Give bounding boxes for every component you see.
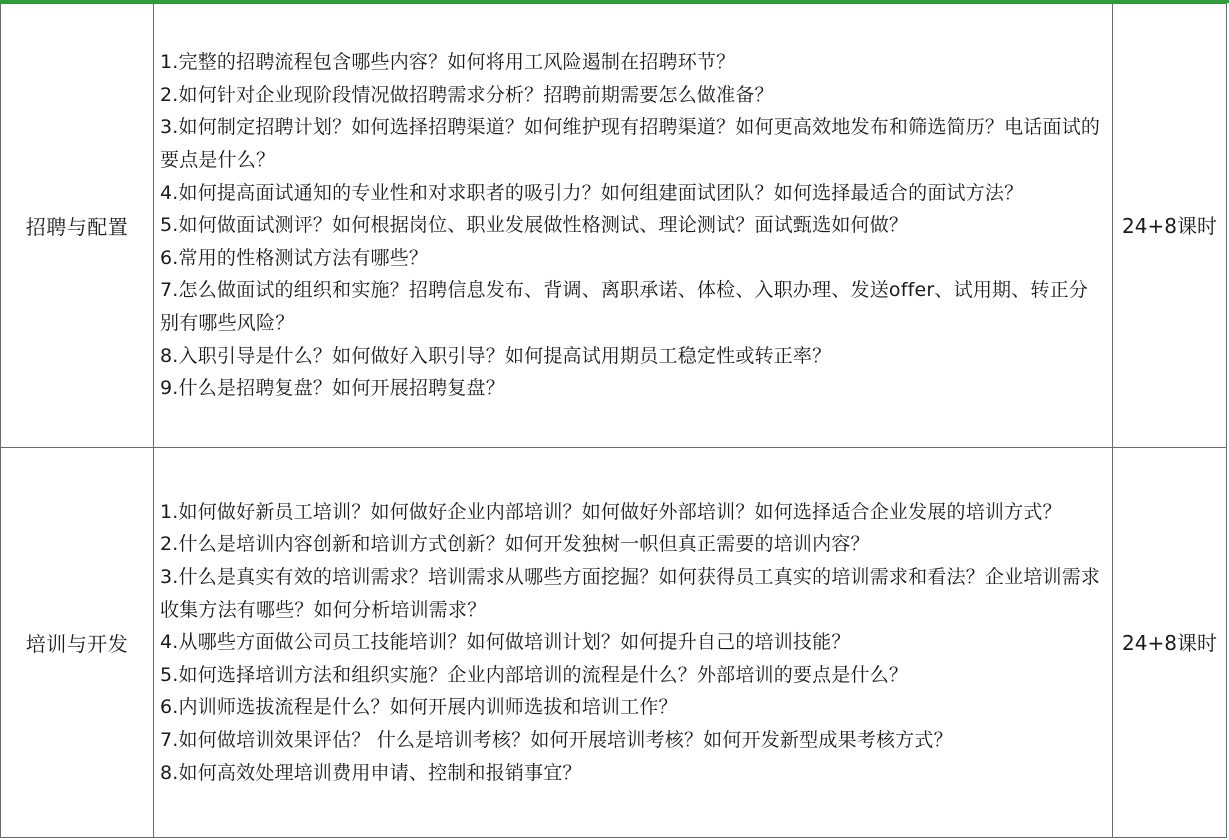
list-item: 2.如何针对企业现阶段情况做招聘需求分析？招聘前期需要怎么做准备？ [160,83,774,106]
table-row [1,4,1227,448]
list-item: 7.如何做培训效果评估？ 什么是培训考核？如何开展培训考核？如何开发新型成果考核方式？ [160,728,953,751]
list-item: 7.怎么做面试的组织和实施？招聘信息发布、背调、离职承诺、体检、入职办理、发送offer、试用期、转正分别有哪些风险？ [160,279,1089,334]
list-item: 9.什么是招聘复盘？如何开展招聘复盘？ [160,377,505,400]
list-item: 3.什么是真实有效的培训需求？培训需求从哪些方面挖掘？如何获得员工真实的培训需求和看法？企业培训需求收集方法有哪些？如何分析培训需求？ [160,566,1101,621]
list-item: 6.内训师选拔流程是什么？如何开展内训师选拔和培训工作？ [160,696,678,719]
list-item: 4.如何提高面试通知的专业性和对求职者的吸引力？如何组建面试团队？如何选择最适合的面试方法？ [160,181,1024,204]
hours-label: 24+8课时 [1122,213,1217,238]
topic-label: 培训与开发 [25,632,129,656]
topic-label: 招聘与配置 [25,215,129,239]
list-item: 8.入职引导是什么？如何做好入职引导？如何提高试用期员工稳定性或转正率？ [160,344,832,367]
hours-label: 24+8课时 [1122,630,1217,655]
list-item: 8.如何高效处理培训费用申请、控制和报销事宜？ [160,761,582,784]
hours-cell [1113,448,1227,838]
content-list [154,46,1112,405]
content-cell [154,4,1113,448]
list-item: 1.完整的招聘流程包含哪些内容？如何将用工风险遏制在招聘环节？ [160,51,736,74]
topic-cell [1,4,154,448]
course-outline-table [0,3,1227,838]
content-cell [154,448,1113,838]
topic-cell [1,448,154,838]
list-item: 1.如何做好新员工培训？如何做好企业内部培训？如何做好外部培训？如何选择适合企业发展的培训方式？ [160,500,1062,523]
list-item: 6.常用的性格测试方法有哪些？ [160,246,429,269]
table-row [1,448,1227,838]
list-item: 2.什么是培训内容创新和培训方式创新？如何开发独树一帜但真正需要的培训内容？ [160,533,870,556]
content-list [154,496,1112,789]
list-item: 4.从哪些方面做公司员工技能培训？如何做培训计划？如何提升自己的培训技能？ [160,631,851,654]
hours-cell [1113,4,1227,448]
list-item: 3.如何制定招聘计划？如何选择招聘渠道？如何维护现有招聘渠道？如何更高效地发布和筛选简历？电话面试的要点是什么？ [160,116,1101,172]
list-item: 5.如何做面试测评？如何根据岗位、职业发展做性格测试、理论测试？面试甄选如何做？ [160,214,909,237]
list-item: 5.如何选择培训方法和组织实施？企业内部培训的流程是什么？外部培训的要点是什么？ [160,663,909,686]
